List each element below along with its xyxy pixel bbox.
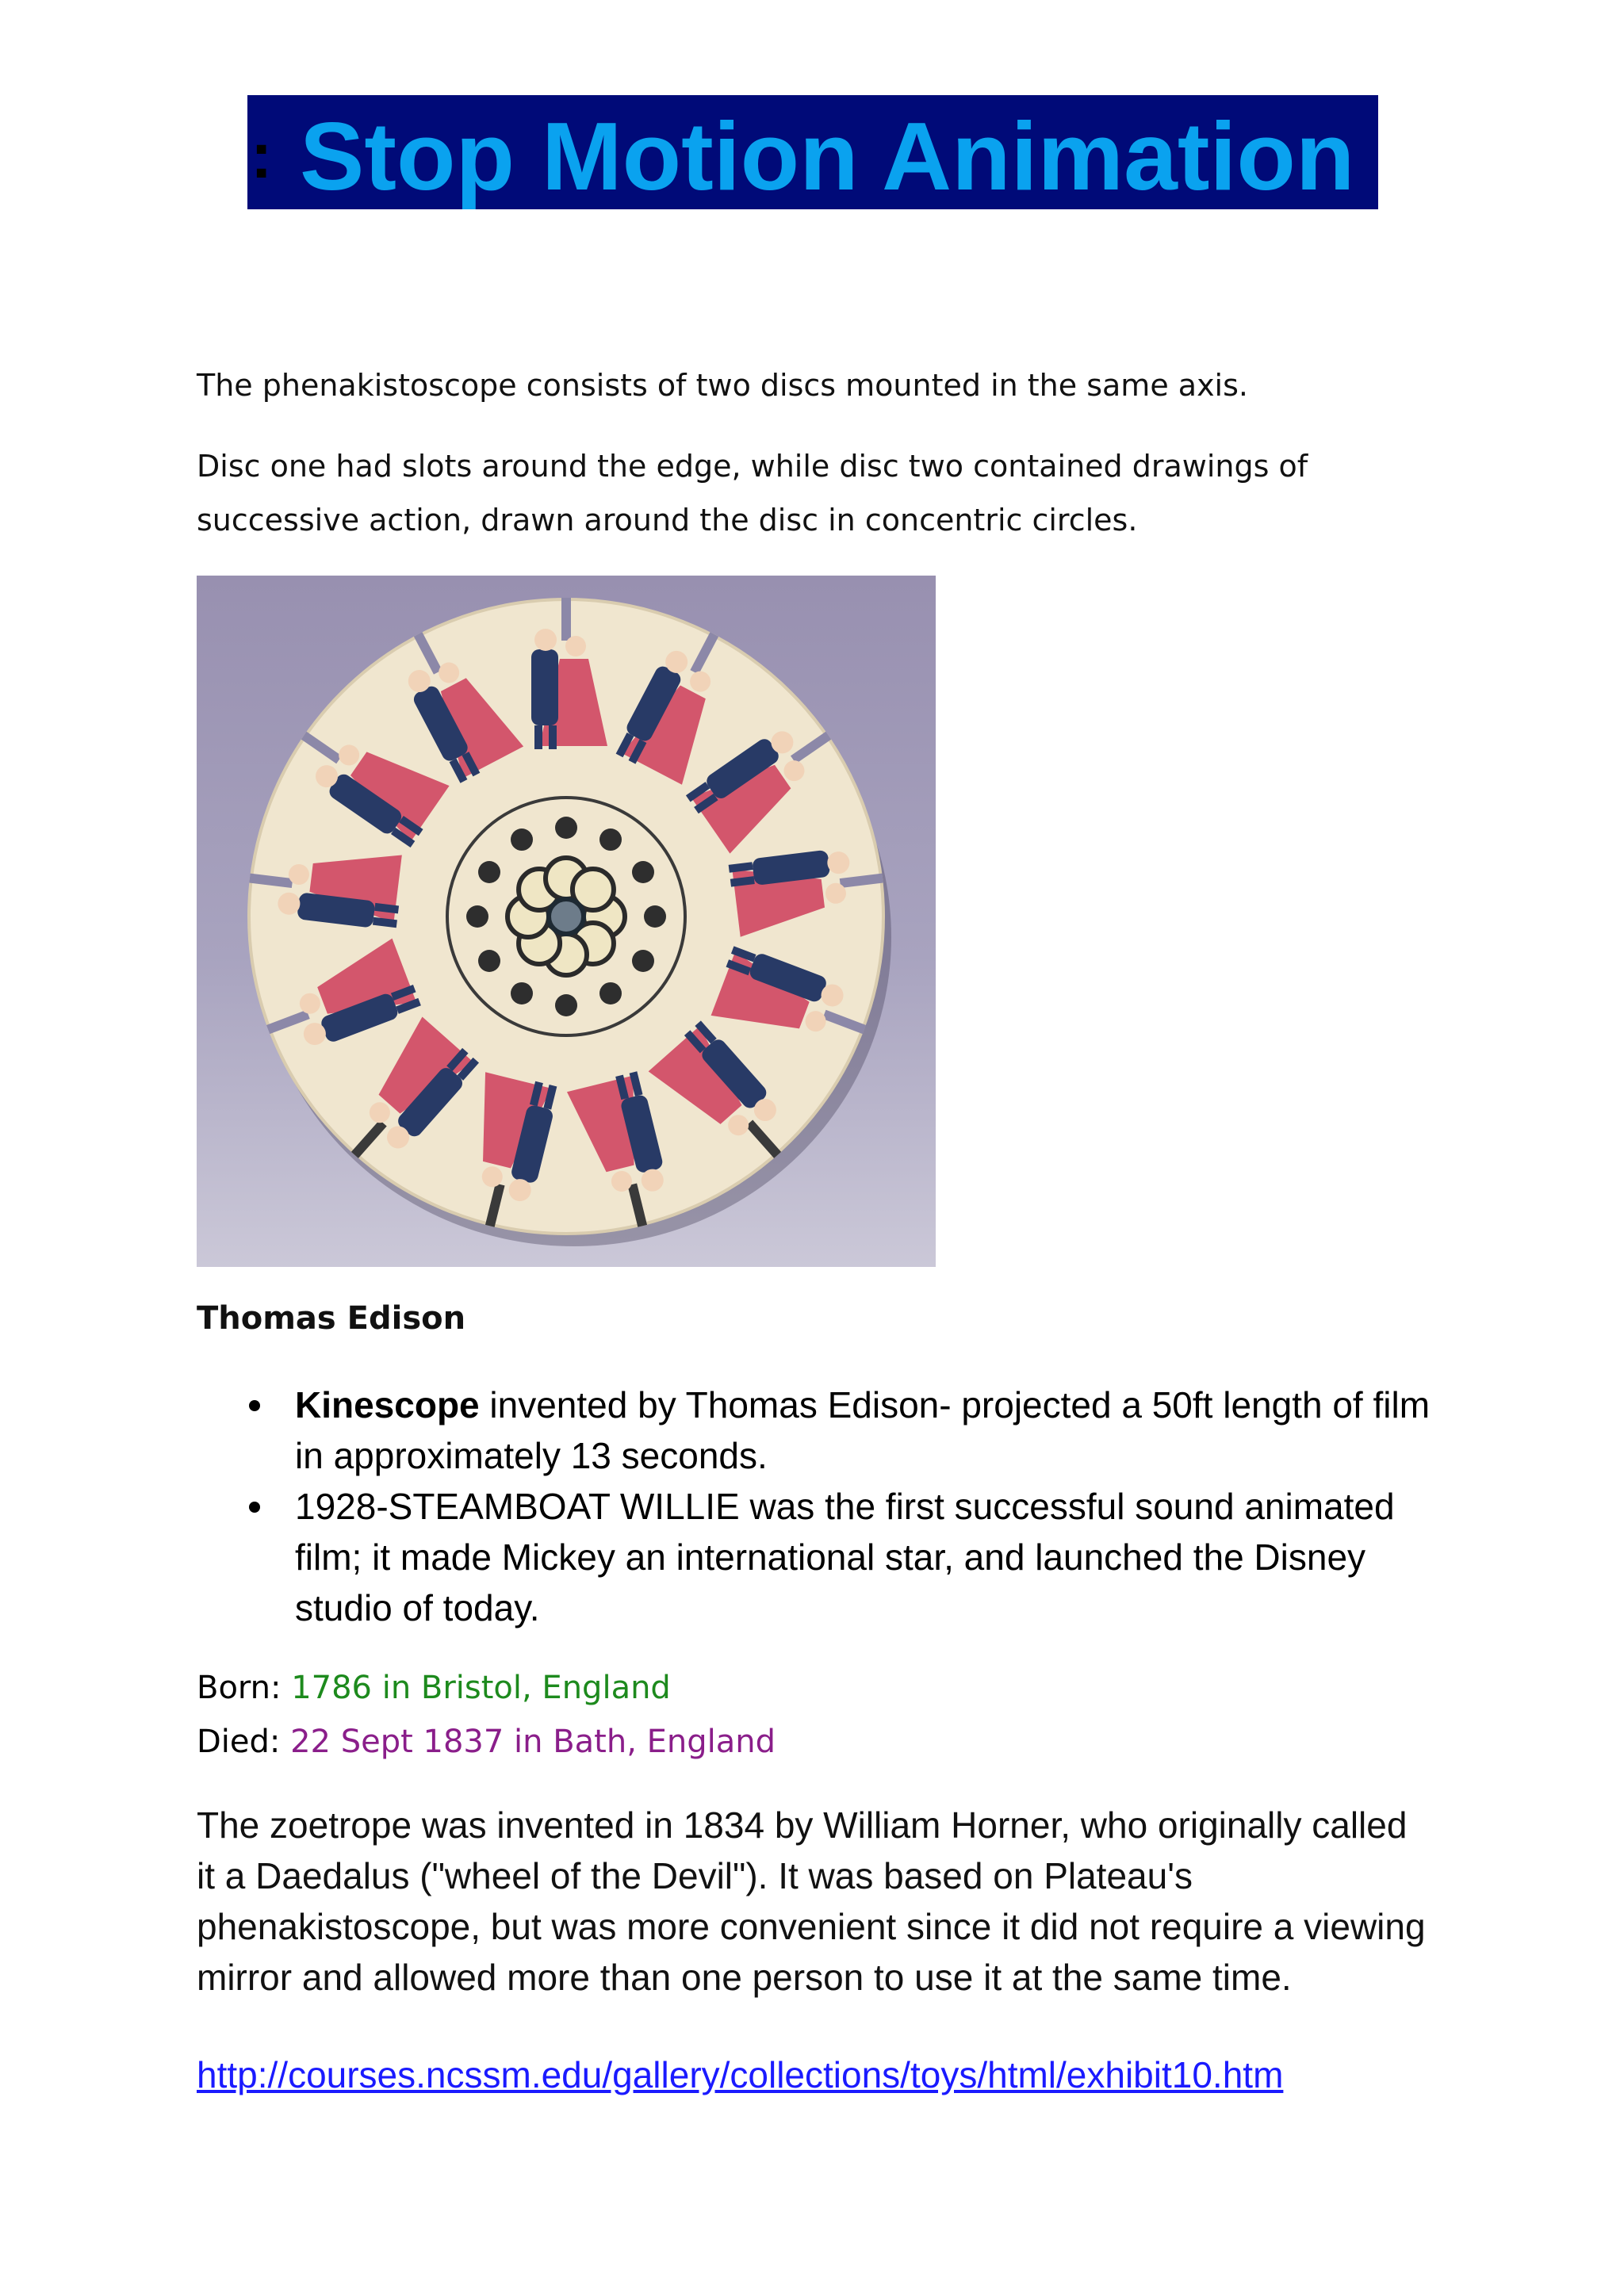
zoetrope-paragraph: The zoetrope was invented in 1834 by William Horner, who originally called it a Daedalus ("wheel of the Devil"). It was based on Plateau's phenakistoscope, but was more convenient since it did not require a viewing mirror and allowed more than one person to use it at the same time. xyxy=(197,1804,1426,1998)
inner-figure xyxy=(632,861,654,883)
inner-figure xyxy=(466,905,488,928)
died-label: Died: xyxy=(197,1724,291,1760)
born-value: 1786 in Bristol, England xyxy=(291,1670,671,1706)
inner-figure xyxy=(599,828,622,851)
phenakistoscope-disc-illustration xyxy=(197,576,936,1267)
source-link[interactable]: http://courses.ncssm.edu/gallery/collections/toys/html/exhibit10.htm xyxy=(197,2054,1284,2095)
inner-figure xyxy=(644,905,666,928)
bullet-icon xyxy=(249,1400,260,1411)
section-heading: Thomas Edison xyxy=(197,1300,466,1337)
intro-paragraph-1: The phenakistoscope consists of two discs mounted in the same axis. xyxy=(197,368,1248,403)
list-item xyxy=(197,1481,1434,1633)
disc-slot xyxy=(250,878,293,884)
list-item-bold: Kinescope xyxy=(295,1384,480,1425)
list-item xyxy=(197,1380,1434,1481)
died-line xyxy=(197,1724,776,1760)
inner-figure xyxy=(599,982,622,1004)
bullet-icon xyxy=(249,1502,260,1513)
center-hub xyxy=(549,899,584,934)
disc-slot xyxy=(840,878,883,884)
inner-figure xyxy=(632,950,654,972)
list-item-text: 1928-STEAMBOAT WILLIE was the first successful sound animated film; it made Mickey an international star, and launched the Disney studio of today. xyxy=(295,1486,1395,1628)
inner-figure xyxy=(478,861,500,883)
list-item-text: invented by Thomas Edison- projected a 50ft length of film in approximately 13 seconds. xyxy=(295,1384,1431,1476)
phenakistoscope-image xyxy=(197,576,936,1267)
page-title: Stop Motion Animation xyxy=(300,102,1355,209)
born-label: Born: xyxy=(197,1670,292,1706)
inner-figure xyxy=(511,828,533,851)
inner-figure xyxy=(555,817,577,839)
inner-figure xyxy=(478,950,500,972)
fact-list xyxy=(197,1380,1434,1633)
inner-figure xyxy=(511,982,533,1004)
title-prefix: : xyxy=(251,120,273,192)
born-line xyxy=(197,1670,671,1706)
title-banner xyxy=(247,95,1378,209)
died-value: 22 Sept 1837 in Bath, England xyxy=(290,1724,776,1760)
inner-figure xyxy=(555,994,577,1016)
intro-paragraph-2: Disc one had slots around the edge, while disc two contained drawings of successive action, drawn around the disc in concentric circles. xyxy=(197,449,1308,538)
